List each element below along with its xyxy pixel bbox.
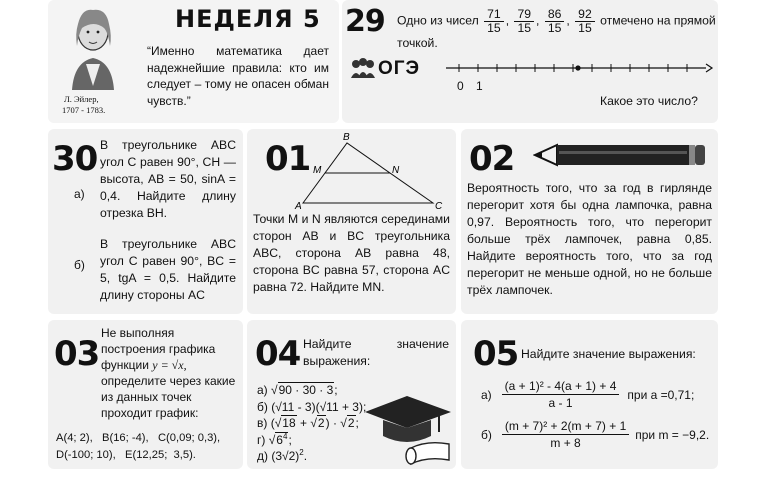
expression-b: б) $\frac{\text{(m + 7)² + 2(m + 7) + 1}}{m + 8}$ при m = −9,2. <box>481 419 710 450</box>
vertex-a-label: A <box>295 201 302 211</box>
fraction: $\frac{79}{15}$ <box>514 8 534 35</box>
tick-label-0: 0 <box>457 79 464 93</box>
task-statement: Точки M и N являются серединами сторон AB и BC треугольника ABC, сторона AB равна 48, сторона BC равна 57, сторона AC равна 72. Найдите MN. <box>253 212 450 294</box>
task-statement: Не выполняя построения графика функции y = √x, определите через какие из данных точек проходит график: <box>101 326 236 420</box>
task-01-card <box>247 129 456 314</box>
triangle-diagram <box>293 129 453 211</box>
task-number: 30 <box>52 139 98 179</box>
people-icon <box>350 58 376 80</box>
task-number: 01 <box>265 139 311 179</box>
part-a-label: а) <box>74 187 85 201</box>
graduation-cap-icon <box>361 386 455 466</box>
vertex-c-label: C <box>435 201 443 211</box>
task-number: 29 <box>345 4 385 39</box>
vertex-b-label: B <box>343 132 350 143</box>
portrait-years: 1707 - 1783. <box>62 105 106 115</box>
number-line <box>444 58 714 78</box>
points-list-1: A(4; 2), B(16; -4), C(0,09; 0,3), <box>56 432 221 444</box>
expression-e: д) $(3√2)^2$. <box>257 448 308 463</box>
fraction: $\frac{71}{15}$ <box>484 8 504 35</box>
part-b-text: В треугольнике ABC угол C равен 90°, BC = 5, tgA = 0,5. Найдите длину стороны AC <box>100 237 236 302</box>
fraction: $\frac{86}{15}$ <box>545 8 565 35</box>
statement-lead: Одно из чисел <box>397 13 479 28</box>
header-card <box>48 0 339 123</box>
task-number: 05 <box>473 334 519 374</box>
task-02-card <box>461 129 718 314</box>
point-m-label: M <box>313 165 322 176</box>
expression-a: а) √90 · 30 · 3; <box>257 383 338 397</box>
marked-point <box>575 65 580 70</box>
task-30-card <box>48 129 243 314</box>
task-lead: Найдите значение выражения: <box>521 347 696 361</box>
task-number: 04 <box>255 334 301 374</box>
task-number: 02 <box>469 139 515 179</box>
expression-b: б) (√11 - 3)(√11 + 3); <box>257 399 367 414</box>
task-question: Какое это число? <box>600 94 698 108</box>
task-lead: Найдите значение выражения: <box>303 337 449 368</box>
task-03-card <box>48 320 243 469</box>
page-title: НЕДЕЛЯ 5 <box>175 5 321 33</box>
fraction: $\frac{92}{15}$ <box>575 8 595 35</box>
expression-a: а) $\frac{\text{(a + 1)² - 4(a + 1) + 4}}{a - 1}$ при a =0,71; <box>481 379 695 410</box>
tick-label-1: 1 <box>476 79 483 93</box>
oge-logo: ОГЭ <box>350 58 420 80</box>
part-a-text: В треугольнике ABC угол C равен 90°, CH — высота, AB = 50, sinA = 0,4. Найдите длину отрезка BH. <box>100 138 236 220</box>
task-statement: Вероятность того, что за год в гирлянде перегорит хотя бы одна лампочка, равна 0,97. Вероятность того, что перегорит больше трёх лампочек, равна 0,85. Найдите вероятность того, что за год перегорит не меньше одной, но не больше трёх лампочек. <box>467 181 712 297</box>
pencil-icon <box>533 143 708 167</box>
expression-d: г) $√6^4$; <box>257 431 292 447</box>
point-n-label: N <box>392 165 400 176</box>
expression-list <box>257 382 366 465</box>
part-b-label: б) <box>74 258 85 272</box>
statement-tail: отмечено на прямой точкой. <box>397 13 716 50</box>
euler-portrait <box>56 2 130 94</box>
expression-c: в) (√18 + √2) · √2; <box>257 416 359 430</box>
task-statement: Одно из чисел $\frac{71}{15}$ , $\frac{79}{15}$ , $\frac{86}{15}$ , $\frac{92}{15}$ отмечено на прямой точкой. <box>397 7 716 50</box>
task-04-card <box>247 320 456 469</box>
portrait-name: Л. Эйлер, <box>64 94 99 104</box>
function-formula: y = √x, <box>152 358 187 372</box>
points-list-2: D(-100; 10), E(12,25; 3,5). <box>56 449 196 461</box>
task-05-card <box>461 320 718 469</box>
task-29-card <box>342 0 718 123</box>
task-number: 03 <box>54 334 100 374</box>
euler-quote: “Именно математика дает надежнейшие правила: кто им следует – тому не опасен обман чувств.” <box>147 44 329 108</box>
